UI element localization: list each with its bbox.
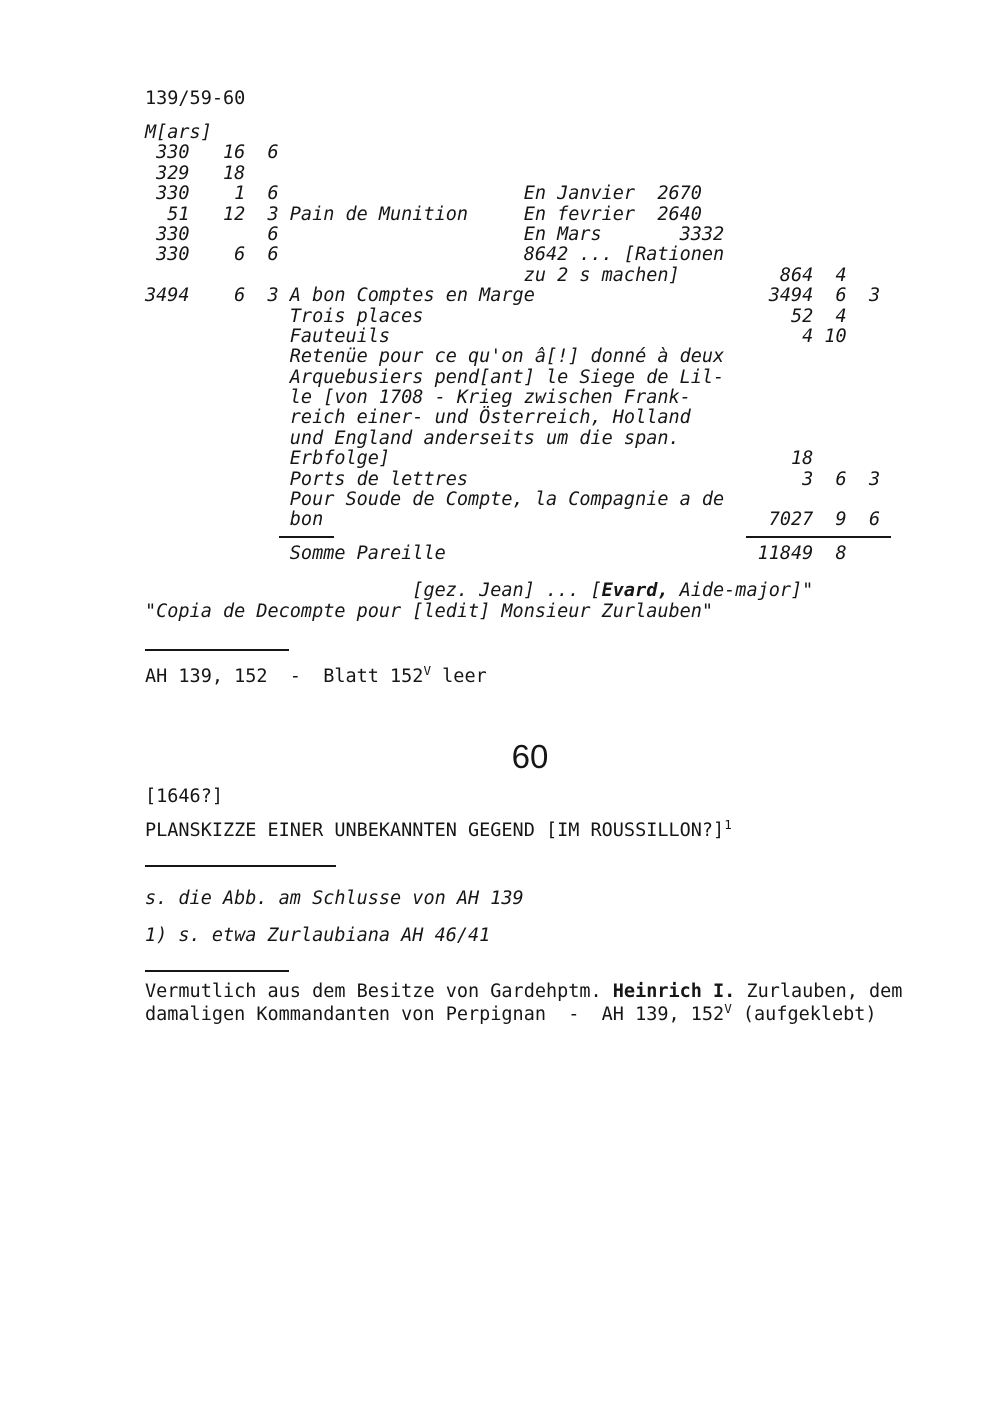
account-line: zu 2 s machen] 864 4 (145, 264, 847, 286)
account-line: Erbfolge] 18 (145, 448, 814, 470)
section-rule-3 (145, 970, 289, 972)
reference-post: leer (431, 666, 487, 687)
account-line: Fauteuils 4 10 (145, 325, 847, 347)
account-line: 329 18 (145, 162, 246, 184)
bon-underline (279, 536, 335, 538)
total-underline (746, 536, 891, 538)
signature-line (145, 580, 880, 601)
provenance-line-2 (145, 1003, 902, 1026)
account-line: Arquebusiers pend[ant] le Siege de Lil- (145, 366, 725, 388)
provenance (145, 980, 902, 1027)
entry-title-text: PLANSKIZZE EINER UNBEKANNTEN GEGEND [IM ROUSSILLON?] (145, 820, 725, 841)
section-rule-1 (145, 649, 289, 651)
account-line-somme: Somme Pareille 11849 8 (145, 542, 847, 564)
provenance-bold-name: Heinrich I. (612, 981, 736, 1002)
entry-date: [1646?] (145, 786, 223, 807)
account-line: Trois places 52 4 (145, 305, 847, 327)
account-line: 51 12 3 Pain de Munition En fevrier 2640 (145, 203, 702, 225)
account-line: Pour Soude de Compte, la Compagnie a de (145, 489, 725, 511)
account-line: reich einer- und Österreich, Holland (145, 407, 691, 429)
reference-pre: AH 139, 152 - Blatt 152 (145, 666, 424, 687)
entry-title (145, 816, 732, 841)
provenance-2-pre: damaligen Kommandanten von Perpignan - AH 139, 152 (145, 1004, 725, 1026)
account-line: 330 6 6 8642 ... [Rationen (145, 244, 725, 266)
title-footnote-sup: 1 (724, 816, 732, 832)
account-line: 330 16 6 (145, 142, 279, 164)
entry-number: 60 (511, 738, 549, 775)
account-line: Ports de lettres 3 6 3 (145, 468, 881, 490)
footnote-1: 1) s. etwa Zurlaubiana AH 46/41 (145, 925, 491, 946)
account-line: M[ars] (145, 122, 212, 143)
section-rule-2 (145, 865, 336, 867)
account-block (145, 123, 880, 622)
account-line: und England anderseits um die span. (145, 427, 680, 449)
superscript-v: V (423, 662, 432, 678)
sum-underline-row (145, 531, 880, 544)
provenance-line-1 (145, 980, 902, 1003)
abbildung-note: s. die Abb. am Schlusse von AH 139 (145, 888, 524, 909)
provenance-1-post: Zurlauben, dem (735, 981, 903, 1002)
account-line: 330 6 En Mars 3332 (145, 223, 725, 245)
signature-pre: [gez. Jean] ... [ (145, 580, 602, 602)
signature-bold-name: Evard, (601, 580, 669, 602)
account-line: 330 1 6 En Janvier 2670 (145, 183, 702, 205)
account-line: Retenüe pour ce qu'on â[!] donné à deux (145, 346, 725, 368)
copia-line: "Copia de Decompte pour [ledit] Monsieur Zurlauben" (145, 601, 714, 623)
provenance-1-pre: Vermutlich aus dem Besitze von Gardehptm. (145, 981, 613, 1002)
provenance-2-post: (aufgeklebt) (731, 1004, 877, 1026)
account-line: le [von 1708 - Krieg zwischen Frank- (145, 387, 691, 409)
account-line: bon 7027 9 6 (145, 509, 881, 531)
account-line: 3494 6 3 A bon Comptes en Marge 3494 6 3 (145, 285, 881, 307)
signature-post: Aide-major]" (668, 580, 814, 602)
provenance-superscript-v: V (724, 1001, 732, 1017)
archive-reference (145, 662, 487, 687)
folio-header: 139/59-60 (145, 88, 246, 109)
